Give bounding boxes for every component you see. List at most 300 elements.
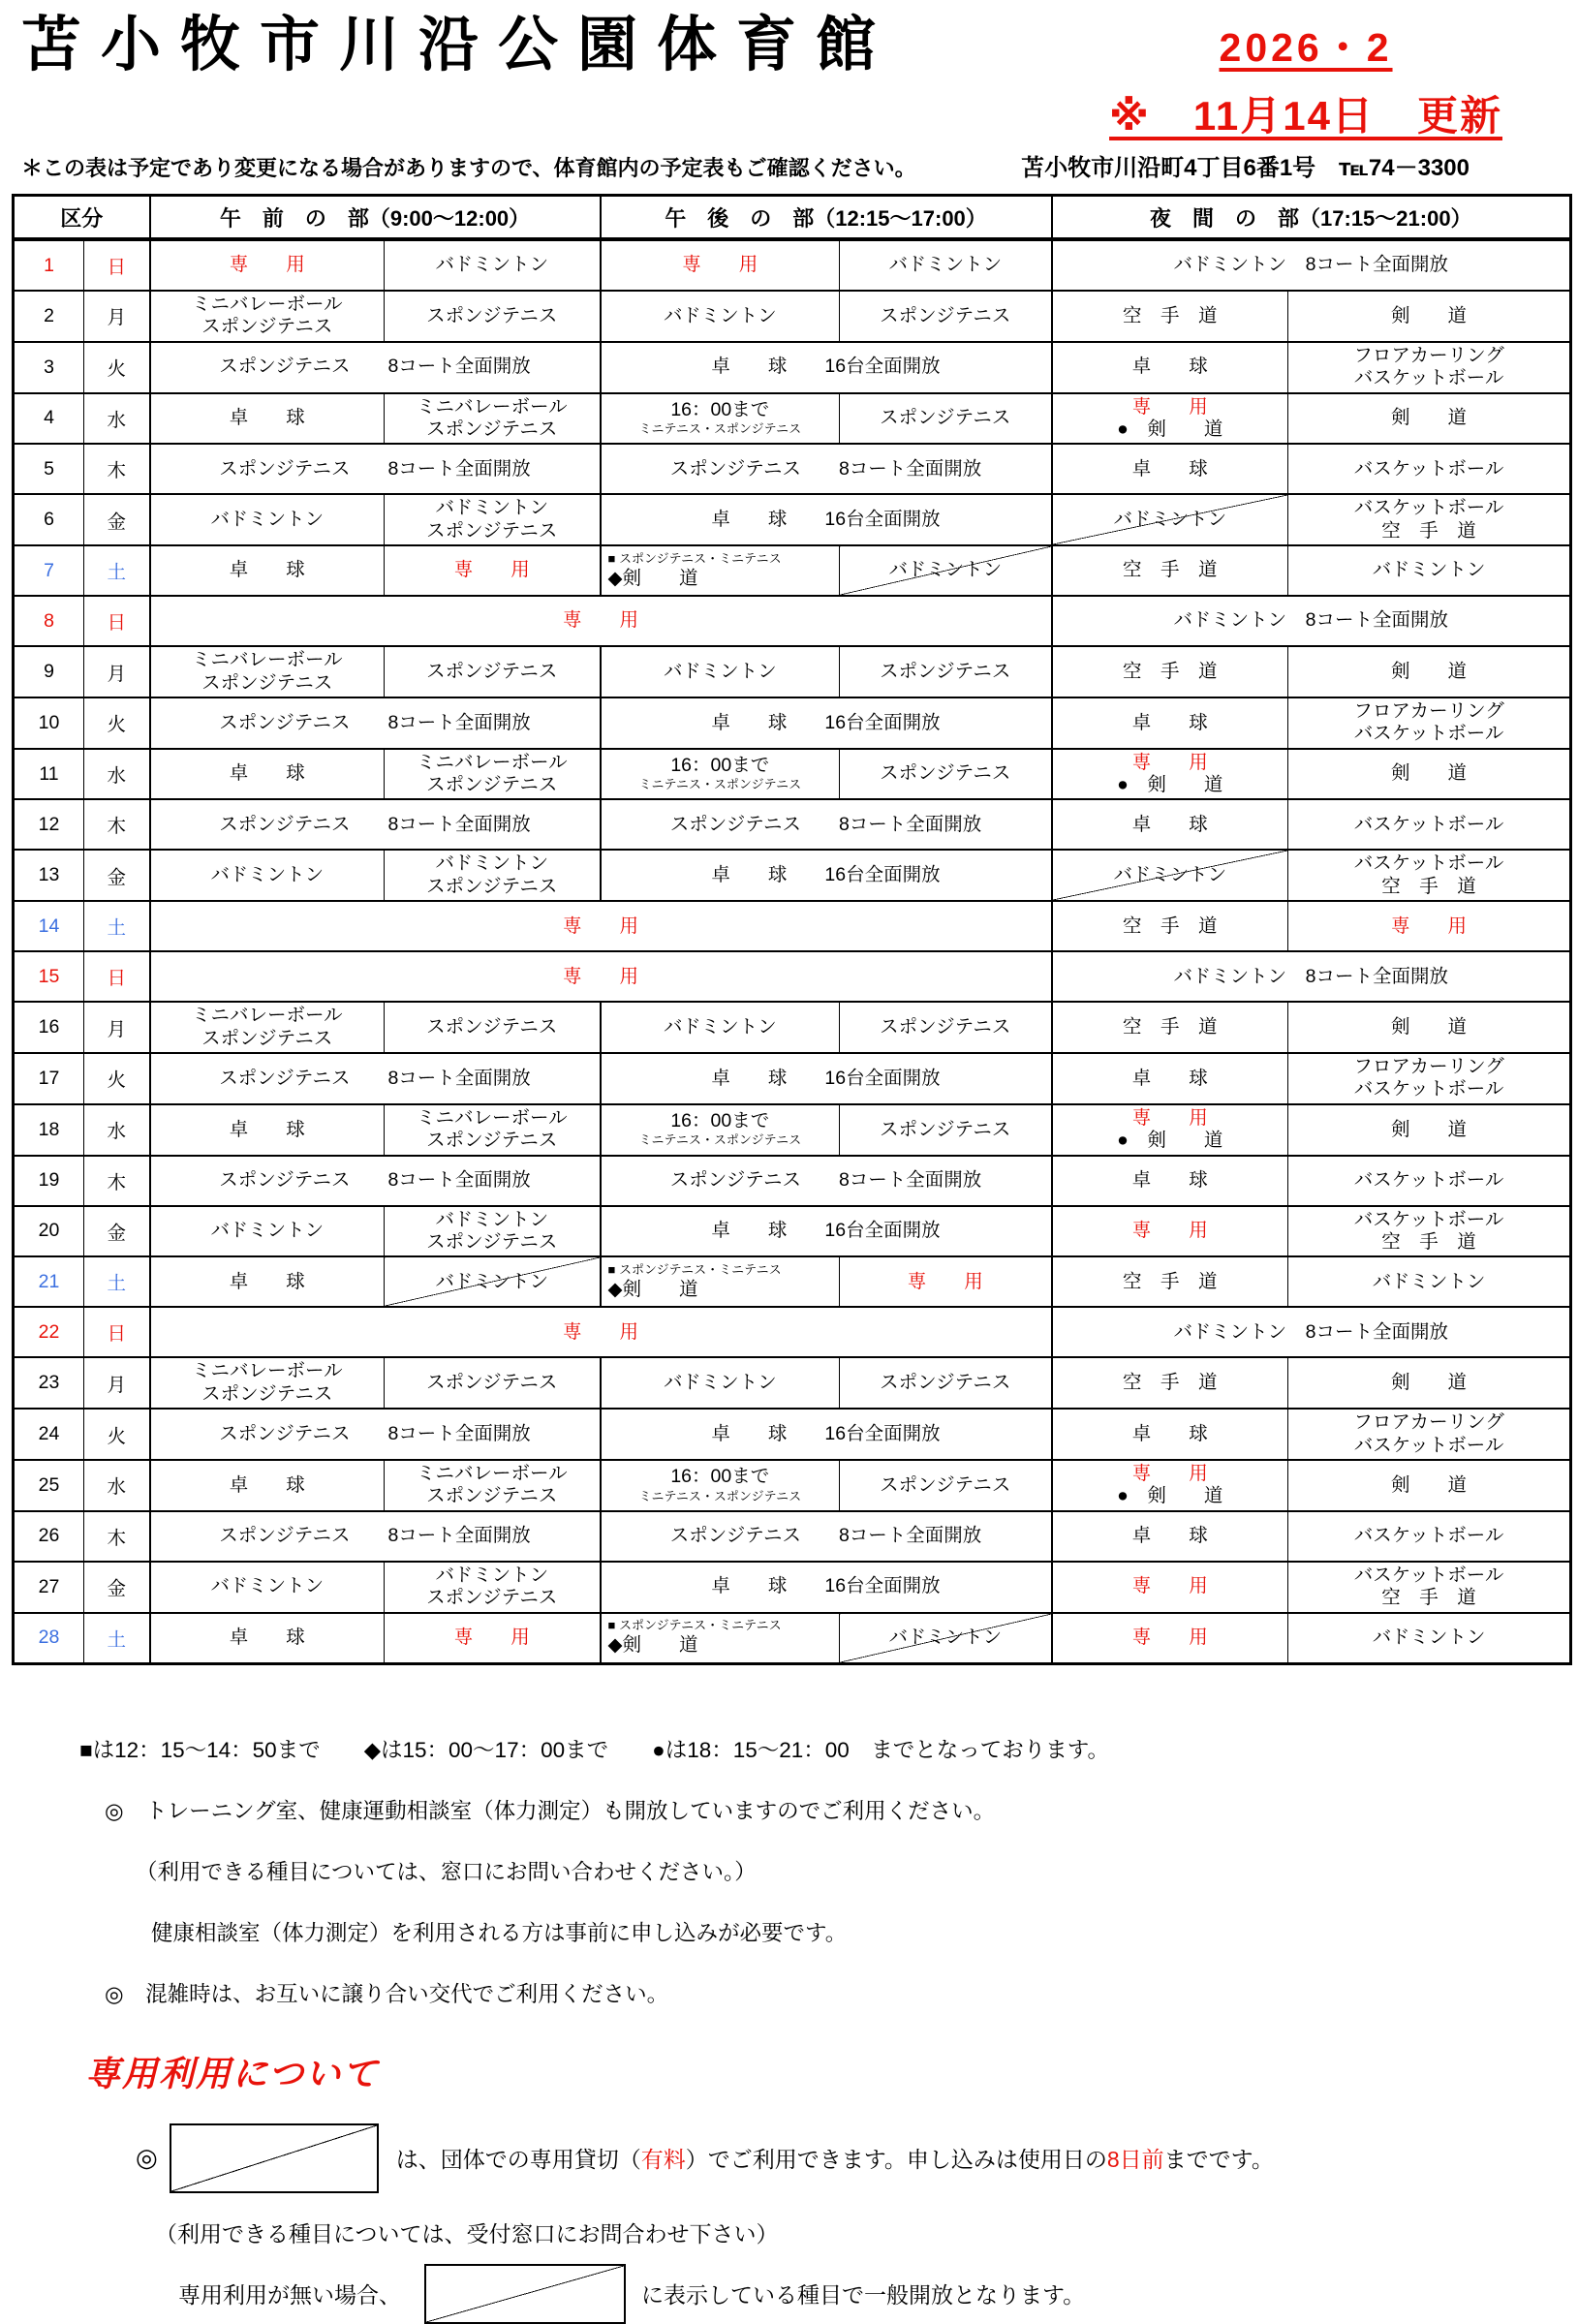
schedule-cell (1052, 596, 1571, 646)
cell-text: 専 用 (563, 965, 639, 987)
cell-text: スポンジテニス (426, 875, 558, 897)
cell-text: 空 手 道 (1123, 914, 1218, 937)
cell-text: スポンジテニス (201, 1027, 333, 1049)
schedule-cell (601, 1562, 1052, 1613)
schedule-cell (1052, 1460, 1288, 1511)
schedule-cell (1288, 1053, 1571, 1104)
schedule-cell (601, 646, 840, 697)
cell-text: スポンジテニス (201, 671, 333, 694)
schedule-row (14, 850, 1571, 901)
schedule-cell (1288, 1562, 1571, 1613)
schedule-cell (840, 393, 1052, 445)
cell-text: バドミントン (435, 254, 549, 276)
schedule-cell (1288, 545, 1571, 596)
schedule-cell (1288, 697, 1571, 749)
cell-text: スポンジテニス 8コート全面開放 (219, 356, 531, 378)
cell-text: バドミントン (1113, 864, 1227, 886)
cell-text: スポンジテニス 8コート全面開放 (219, 813, 531, 835)
cell-text: 剣 道 (1391, 1118, 1468, 1140)
day-number: 3 (14, 342, 84, 393)
day-number: 15 (14, 951, 84, 1002)
cell-text: スポンジテニス (201, 316, 333, 338)
weekday-label: 火 (84, 1053, 150, 1104)
weekday-label: 土 (84, 545, 150, 596)
cell-text: スポンジテニス 8コート全面開放 (669, 1525, 982, 1547)
cell-text: フロアカーリング (1353, 1411, 1504, 1434)
senyo-l1-part-a: は、団体での専用貸切（ (395, 2147, 641, 2172)
cell-text: 卓 球 16台全面開放 (711, 356, 941, 378)
cell-text: バスケットボール (1353, 813, 1504, 835)
day-number: 28 (14, 1613, 84, 1664)
cell-text: ミニバレーボール (191, 294, 343, 315)
schedule-cell (150, 545, 385, 596)
cell-text: バドミントン 8コート全面開放 (1173, 1320, 1449, 1343)
day-number: 20 (14, 1206, 84, 1257)
schedule-cell (840, 1357, 1052, 1409)
cell-text: フロアカーリング (1353, 699, 1504, 722)
cell-text: スポンジテニス (880, 304, 1011, 326)
cell-text: スポンジテニス (426, 1130, 558, 1152)
schedule-row (14, 1156, 1571, 1206)
month-label: 2026・2 (1219, 25, 1393, 70)
cell-text: ● 剣 道 (1117, 1485, 1223, 1507)
schedule-cell (840, 749, 1052, 800)
cell-text: バドミントン 8コート全面開放 (1173, 254, 1449, 276)
weekday-label: 月 (84, 1357, 150, 1409)
schedule-cell (150, 1511, 601, 1562)
cell-text: ミニバレーボール (191, 1360, 343, 1382)
schedule-cell (601, 799, 1052, 850)
schedule-body (14, 239, 1571, 1663)
cell-text: 卓 球 16台全面開放 (711, 1220, 941, 1242)
schedule-cell (150, 239, 385, 291)
schedule-cell (1052, 951, 1571, 1002)
cell-text: 専 用 (907, 1270, 983, 1292)
disclaimer-note: ＊この表は予定であり変更になる場合がありますので、体育館内の予定表もご確認ください。 (21, 156, 916, 180)
weekday-label: 水 (84, 1460, 150, 1511)
day-number: 19 (14, 1156, 84, 1206)
cell-text: 卓 球 (1131, 356, 1208, 378)
schedule-row (14, 1562, 1571, 1613)
schedule-cell (1052, 1002, 1288, 1053)
address-phone: 苫小牧市川沿町4丁目6番1号 ℡74－3300 (1021, 155, 1470, 181)
schedule-cell (385, 1104, 601, 1156)
schedule-cell (150, 1002, 385, 1053)
day-number: 8 (14, 596, 84, 646)
weekday-label: 月 (84, 646, 150, 697)
cell-text: バドミントン (1113, 509, 1227, 531)
schedule-cell (385, 291, 601, 342)
day-number: 23 (14, 1357, 84, 1409)
cell-text: スポンジテニス (880, 1473, 1011, 1496)
cell-text: 卓 球 (1131, 457, 1208, 480)
schedule-cell (1052, 545, 1288, 596)
cell-text: ミニテニス・スポンジテニス (638, 1132, 802, 1148)
cell-text: 専 用 (682, 254, 758, 276)
cell-text: 空 手 道 (1381, 875, 1476, 897)
senyo-line-1-text (396, 2142, 1274, 2174)
schedule-cell (840, 1104, 1052, 1156)
schedule-cell (385, 1002, 601, 1053)
schedule-cell (601, 545, 840, 596)
day-number: 16 (14, 1002, 84, 1053)
day-number: 1 (14, 239, 84, 291)
cell-text: 卓 球 (229, 762, 305, 785)
schedule-cell (840, 1002, 1052, 1053)
schedule-row (14, 444, 1571, 494)
schedule-cell (1288, 393, 1571, 445)
cell-text: スポンジテニス 8コート全面開放 (219, 1168, 531, 1191)
schedule-cell (150, 494, 385, 545)
cell-text: フロアカーリング (1353, 1056, 1504, 1078)
schedule-cell (150, 697, 601, 749)
cell-text: 専 用 (1131, 1626, 1208, 1648)
day-number: 18 (14, 1104, 84, 1156)
cell-text: スポンジテニス (426, 1485, 558, 1507)
weekday-label: 水 (84, 1104, 150, 1156)
cell-text: バスケットボール (1353, 367, 1504, 389)
schedule-cell (150, 1104, 385, 1156)
cell-text: スポンジテニス (426, 1587, 558, 1609)
cell-text: ◆剣 道 (607, 1279, 698, 1301)
schedule-cell (385, 239, 601, 291)
cell-text: 卓 球 (1131, 1067, 1208, 1089)
cell-text: 卓 球 (1131, 813, 1208, 835)
senyo-l3-part-a: 専用利用が無い場合、 (178, 2282, 401, 2308)
schedule-cell (1052, 1156, 1288, 1206)
cell-text: 卓 球 (1131, 1525, 1208, 1547)
cell-text: スポンジテニス (880, 660, 1011, 682)
schedule-cell (601, 850, 1052, 901)
weekday-label: 木 (84, 444, 150, 494)
cell-text: スポンジテニス (880, 1015, 1011, 1038)
document-header (12, 10, 1578, 142)
updated-date-label: ※ 11月14日 更新 (1109, 93, 1502, 139)
schedule-cell (1052, 1206, 1288, 1257)
cell-text: 剣 道 (1391, 1473, 1468, 1496)
cell-text: 卓 球 16台全面開放 (711, 711, 941, 733)
note-consultation-room: 健康相談室（体力測定）を利用される方は事前に申し込みが必要です。 (151, 1920, 848, 1945)
schedule-cell (150, 342, 601, 393)
schedule-cell (150, 1409, 601, 1460)
cell-text: バドミントン 8コート全面開放 (1173, 609, 1449, 632)
weekday-label: 金 (84, 494, 150, 545)
schedule-cell (1288, 1357, 1571, 1409)
schedule-cell (150, 646, 385, 697)
schedule-cell (385, 850, 601, 901)
cell-text: 空 手 道 (1123, 1270, 1218, 1292)
cell-text: スポンジテニス (880, 407, 1011, 429)
schedule-cell (385, 1562, 601, 1613)
schedule-cell (840, 646, 1052, 697)
weekday-label: 日 (84, 596, 150, 646)
day-number: 25 (14, 1460, 84, 1511)
cell-text: 空 手 道 (1123, 304, 1218, 326)
diagonal-box-icon (170, 2123, 379, 2193)
schedule-cell (601, 239, 840, 291)
cell-text: 専 用 (453, 1626, 530, 1648)
schedule-cell (385, 1206, 601, 1257)
day-number: 9 (14, 646, 84, 697)
schedule-cell (1288, 444, 1571, 494)
schedule-cell-crossed (1052, 850, 1288, 901)
cell-text: 専 用 (1131, 1106, 1208, 1129)
senyo-line-2: （利用できる種目については、受付窓口にお問合わせ下さい） (155, 2220, 779, 2247)
schedule-cell (840, 291, 1052, 342)
schedule-cell (385, 1460, 601, 1511)
senyo-l1-part-e: までです。 (1163, 2147, 1274, 2172)
cell-text: ミニバレーボール (191, 649, 343, 671)
cell-text: バドミントン (663, 304, 777, 326)
schedule-table (12, 194, 1572, 1665)
schedule-cell (601, 1104, 840, 1156)
page-title: 苫小牧市川沿公園体育館 (21, 12, 896, 78)
schedule-cell (1288, 1460, 1571, 1511)
cell-text: スポンジテニス (426, 660, 558, 682)
cell-text: 卓 球 16台全面開放 (711, 1422, 941, 1444)
schedule-cell (385, 494, 601, 545)
schedule-cell (1288, 1104, 1571, 1156)
senyo-line-3 (178, 2264, 1578, 2324)
schedule-row (14, 1307, 1571, 1357)
cell-text: スポンジテニス 8コート全面開放 (219, 457, 531, 480)
schedule-cell (601, 1613, 840, 1664)
cell-text: ■ スポンジテニス・ミニテニス (607, 550, 782, 566)
schedule-cell (840, 1256, 1052, 1307)
schedule-cell (150, 1053, 601, 1104)
cell-text: 空 手 道 (1381, 519, 1476, 542)
cell-text: 専 用 (563, 609, 639, 632)
cell-text: バドミントン (1372, 559, 1486, 581)
weekday-label: 土 (84, 1256, 150, 1307)
senyo-l3-part-b: に表示している種目で一般開放となります。 (641, 2282, 1086, 2308)
day-number: 2 (14, 291, 84, 342)
cell-text: ● 剣 道 (1117, 774, 1223, 796)
cell-text: スポンジテニス (880, 762, 1011, 785)
schedule-cell-crossed (385, 1256, 601, 1307)
schedule-cell-crossed (840, 1613, 1052, 1664)
cell-text: バドミントン (1372, 1626, 1486, 1648)
schedule-row (14, 697, 1571, 749)
cell-text: 専 用 (563, 1320, 639, 1343)
cell-text: ■ スポンジテニス・ミニテニス (607, 1262, 782, 1278)
schedule-row (14, 545, 1571, 596)
schedule-cell (601, 1206, 1052, 1257)
schedule-cell (1052, 799, 1288, 850)
cell-text: 空 手 道 (1381, 1587, 1476, 1609)
schedule-cell (601, 342, 1052, 393)
cell-text: 専 用 (1131, 1575, 1208, 1597)
day-number: 26 (14, 1511, 84, 1562)
cell-text: 専 用 (563, 914, 639, 937)
cell-text: スポンジテニス (426, 774, 558, 796)
cell-text: バドミントン (888, 559, 1003, 581)
cell-text: ミニバレーボール (416, 751, 568, 773)
cell-text: スポンジテニス (201, 1382, 333, 1405)
cell-text: スポンジテニス 8コート全面開放 (669, 1168, 982, 1191)
schedule-cell (1052, 1409, 1288, 1460)
note-training-room: ◎ トレーニング室、健康運動相談室（体力測定）も開放していますのでご利用ください。 (105, 1798, 996, 1823)
cell-text: 卓 球 16台全面開放 (711, 1575, 941, 1597)
schedule-cell (150, 1562, 385, 1613)
day-number: 4 (14, 393, 84, 445)
cell-text: 卓 球 (229, 559, 305, 581)
schedule-cell (1052, 1256, 1288, 1307)
cell-text: 剣 道 (1391, 1372, 1468, 1394)
schedule-row (14, 1104, 1571, 1156)
schedule-cell (1288, 1409, 1571, 1460)
schedule-cell (601, 697, 1052, 749)
schedule-cell (1052, 1357, 1288, 1409)
cell-text: 卓 球 16台全面開放 (711, 509, 941, 531)
schedule-cell (1052, 697, 1288, 749)
cell-text: 専 用 (229, 254, 305, 276)
schedule-cell (150, 799, 601, 850)
schedule-row (14, 494, 1571, 545)
schedule-cell (601, 1156, 1052, 1206)
cell-text: 16：00まで (670, 1466, 770, 1488)
cell-text: バドミントン (210, 1575, 325, 1597)
schedule-row (14, 393, 1571, 445)
cell-text: バドミントン (435, 1270, 549, 1292)
schedule-row (14, 749, 1571, 800)
table-header-row (14, 196, 1571, 240)
day-number: 10 (14, 697, 84, 749)
cell-text: バドミントン (1372, 1270, 1486, 1292)
weekday-label: 水 (84, 749, 150, 800)
weekday-label: 日 (84, 239, 150, 291)
schedule-cell (150, 1307, 1052, 1357)
cell-text: バドミントン 8コート全面開放 (1173, 965, 1449, 987)
cell-text: ミニバレーボール (416, 395, 568, 418)
schedule-cell (601, 1460, 840, 1511)
cell-text: ミニバレーボール (191, 1005, 343, 1027)
schedule-row (14, 1409, 1571, 1460)
cell-text: 剣 道 (1391, 1015, 1468, 1038)
cell-text: 卓 球 16台全面開放 (711, 1067, 941, 1089)
cell-text: バドミントン (888, 254, 1003, 276)
schedule-cell (385, 393, 601, 445)
schedule-cell (150, 291, 385, 342)
weekday-label: 水 (84, 393, 150, 445)
update-block (1109, 15, 1530, 142)
cell-text: 剣 道 (1391, 407, 1468, 429)
schedule-cell (1288, 1511, 1571, 1562)
cell-text: 卓 球 (229, 1626, 305, 1648)
weekday-label: 月 (84, 1002, 150, 1053)
cell-text: 卓 球 (229, 1473, 305, 1496)
cell-text: 空 手 道 (1123, 559, 1218, 581)
cell-text: スポンジテニス (880, 1372, 1011, 1394)
schedule-cell (1288, 901, 1571, 951)
schedule-cell (150, 850, 385, 901)
day-number: 6 (14, 494, 84, 545)
schedule-cell (1288, 850, 1571, 901)
cell-text: バスケットボール (1353, 457, 1504, 480)
cell-text: バドミントン (435, 497, 549, 519)
cell-text: 16：00まで (670, 1110, 770, 1132)
schedule-row (14, 1511, 1571, 1562)
schedule-cell (150, 951, 1052, 1002)
cell-text: バスケットボール (1353, 1208, 1504, 1230)
schedule-row (14, 1053, 1571, 1104)
cell-text: スポンジテニス (426, 1230, 558, 1253)
day-number: 7 (14, 545, 84, 596)
senyo-l1-deadline: 8日前 (1106, 2147, 1164, 2172)
cell-text: バドミントン (888, 1626, 1003, 1648)
weekday-label: 土 (84, 901, 150, 951)
schedule-row (14, 291, 1571, 342)
cell-text: ◆剣 道 (607, 1634, 698, 1657)
column-header-afternoon: 午 後 の 部（12:15～17:00） (601, 196, 1052, 240)
schedule-cell (601, 291, 840, 342)
weekday-label: 火 (84, 697, 150, 749)
schedule-row (14, 646, 1571, 697)
cell-text: バドミントン (435, 1208, 549, 1230)
cell-text: バスケットボール (1353, 497, 1504, 519)
cell-text: バスケットボール (1353, 1434, 1504, 1456)
schedule-cell (150, 1256, 385, 1307)
cell-text: バドミントン (435, 852, 549, 875)
cell-text: 卓 球 (229, 1118, 305, 1140)
weekday-label: 木 (84, 1156, 150, 1206)
schedule-cell (150, 444, 601, 494)
cell-text: 16：00まで (670, 754, 770, 776)
cell-text: バドミントン (663, 1372, 777, 1394)
cell-text: バスケットボール (1353, 1564, 1504, 1586)
cell-text: ミニバレーボール (416, 1462, 568, 1484)
weekday-label: 日 (84, 951, 150, 1002)
schedule-cell (1052, 1511, 1288, 1562)
schedule-cell (1052, 1053, 1288, 1104)
schedule-cell (1052, 239, 1571, 291)
cell-text: バスケットボール (1353, 1525, 1504, 1547)
schedule-row (14, 799, 1571, 850)
schedule-cell-crossed (840, 545, 1052, 596)
weekday-label: 金 (84, 850, 150, 901)
day-number: 12 (14, 799, 84, 850)
schedule-cell (150, 1156, 601, 1206)
sub-header (12, 148, 1578, 182)
schedule-row (14, 1613, 1571, 1664)
day-number: 21 (14, 1256, 84, 1307)
schedule-cell (385, 1613, 601, 1664)
schedule-row (14, 901, 1571, 951)
day-number: 22 (14, 1307, 84, 1357)
cell-text: 剣 道 (1391, 304, 1468, 326)
schedule-row (14, 1256, 1571, 1307)
cell-text: スポンジテニス (426, 1015, 558, 1038)
schedule-cell (1288, 1156, 1571, 1206)
schedule-cell (1288, 749, 1571, 800)
schedule-cell (150, 749, 385, 800)
cell-text: 卓 球 (1131, 1422, 1208, 1444)
note-time-legend: ■は12：15～14：50まで ◆は15：00～17：00まで ●は18：15～21：00 までとなっております。 (79, 1737, 1110, 1762)
schedule-cell (1288, 1002, 1571, 1053)
cell-text: 剣 道 (1391, 660, 1468, 682)
weekday-label: 木 (84, 799, 150, 850)
cell-text: スポンジテニス (426, 418, 558, 440)
schedule-cell (1052, 749, 1288, 800)
schedule-cell (150, 1460, 385, 1511)
cell-text: バドミントン (210, 509, 325, 531)
weekday-label: 火 (84, 1409, 150, 1460)
schedule-cell (1288, 1256, 1571, 1307)
schedule-cell (385, 545, 601, 596)
cell-text: バドミントン (435, 1564, 549, 1586)
cell-text: バスケットボール (1353, 1078, 1504, 1100)
note-crowded: ◎ 混雑時は、お互いに譲り合い交代でご利用ください。 (105, 1981, 669, 2006)
